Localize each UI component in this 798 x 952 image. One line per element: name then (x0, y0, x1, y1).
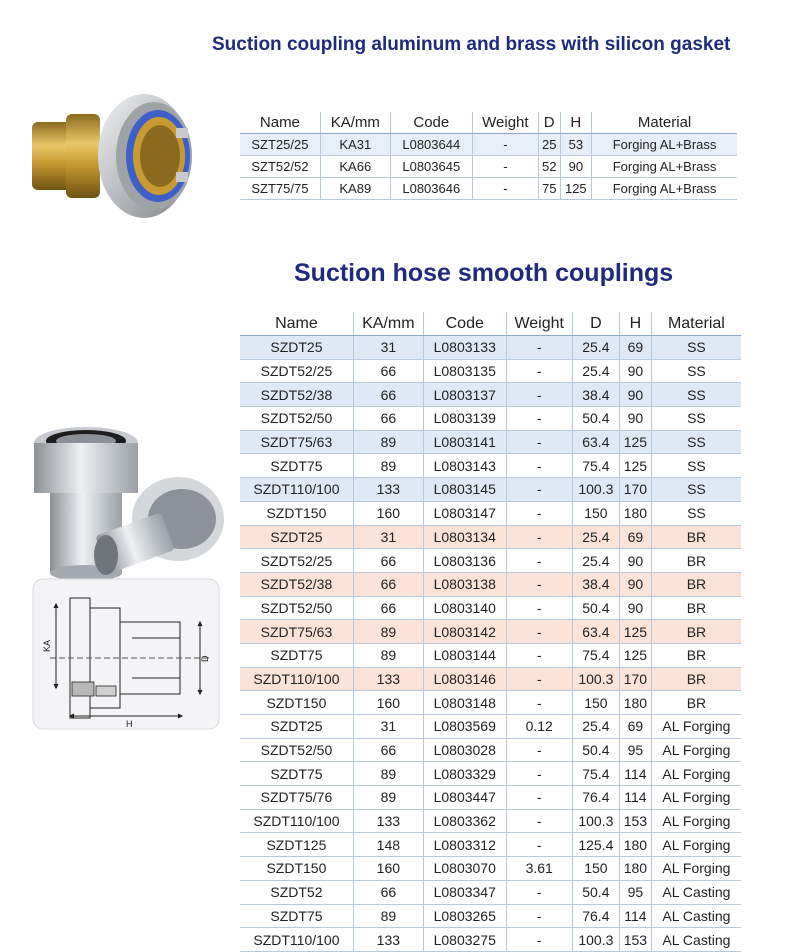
table-cell: SZDT150 (240, 691, 353, 715)
table-cell: SZDT75/63 (240, 620, 353, 644)
table-cell: - (506, 928, 572, 952)
table-cell: KA89 (320, 178, 390, 200)
table-cell: 90 (619, 549, 651, 573)
smooth-coupling-table (240, 312, 741, 952)
table-cell: 69 (619, 336, 651, 360)
table-cell: KA31 (320, 134, 390, 156)
table-cell: 50.4 (572, 596, 619, 620)
table-cell: SZDT110/100 (240, 809, 353, 833)
table-row (240, 833, 741, 857)
section1-title: Suction coupling aluminum and brass with silicon gasket (212, 34, 731, 55)
table-row (240, 359, 741, 383)
table-cell: 31 (353, 336, 423, 360)
table-cell: SZT25/25 (240, 134, 320, 156)
table-cell: L0803645 (390, 156, 472, 178)
table-cell: L0803137 (423, 383, 506, 407)
dim-label-ka: KA (42, 639, 52, 652)
table-cell: L0803447 (423, 786, 506, 810)
table-cell: 76.4 (572, 786, 619, 810)
table-cell: SZDT110/100 (240, 667, 353, 691)
table-cell: 180 (619, 857, 651, 881)
table-cell: SZDT25 (240, 715, 353, 739)
table-cell: 89 (353, 620, 423, 644)
table-row (240, 383, 741, 407)
column-header: H (560, 112, 592, 134)
table-cell: SZDT52 (240, 880, 353, 904)
table-cell: 153 (619, 809, 651, 833)
table-cell: AL Forging (651, 809, 741, 833)
section2-title: Suction hose smooth couplings (294, 259, 674, 287)
table-body (240, 134, 737, 200)
table-cell: 66 (353, 383, 423, 407)
table-cell: 150 (572, 857, 619, 881)
table-cell: AL Casting (651, 880, 741, 904)
table-cell: 66 (353, 359, 423, 383)
table-cell: L0803135 (423, 359, 506, 383)
table-cell: 25 (538, 134, 560, 156)
table-cell: - (506, 809, 572, 833)
table-cell: 89 (353, 643, 423, 667)
dim-label-d: D (200, 655, 210, 662)
table-cell: L0803143 (423, 454, 506, 478)
table-cell: SS (651, 430, 741, 454)
table-cell: - (506, 691, 572, 715)
table-cell: SZDT52/38 (240, 383, 353, 407)
table-row (240, 407, 741, 431)
table-cell: L0803141 (423, 430, 506, 454)
table-cell: AL Forging (651, 786, 741, 810)
table-cell: - (506, 407, 572, 431)
table-row (240, 134, 737, 156)
table-row (240, 857, 741, 881)
table-cell: SS (651, 359, 741, 383)
table-row (240, 454, 741, 478)
table-cell: 53 (560, 134, 592, 156)
table-cell: 95 (619, 880, 651, 904)
table-cell: 160 (353, 857, 423, 881)
column-header: Weight (472, 112, 538, 134)
table-cell: L0803134 (423, 525, 506, 549)
table-cell: 89 (353, 762, 423, 786)
table-cell: SZDT52/50 (240, 596, 353, 620)
table-cell: L0803329 (423, 762, 506, 786)
table-cell: SZDT75/63 (240, 430, 353, 454)
table-cell: 148 (353, 833, 423, 857)
table-cell: 133 (353, 478, 423, 502)
table-cell: 89 (353, 454, 423, 478)
table-cell: - (506, 454, 572, 478)
table-cell: 133 (353, 809, 423, 833)
column-header: Code (423, 312, 506, 336)
table-cell: - (506, 643, 572, 667)
table-cell: 153 (619, 928, 651, 952)
table-cell: - (506, 667, 572, 691)
table-cell: L0803140 (423, 596, 506, 620)
table-cell: - (506, 572, 572, 596)
technical-drawing (32, 578, 220, 730)
table-cell: 125 (560, 178, 592, 200)
table-cell: SS (651, 501, 741, 525)
table-cell: - (506, 620, 572, 644)
table-cell: 63.4 (572, 620, 619, 644)
table-cell: 90 (619, 359, 651, 383)
table-cell: 180 (619, 833, 651, 857)
table-cell: 125 (619, 454, 651, 478)
table-cell: BR (651, 643, 741, 667)
table-cell: 25.4 (572, 336, 619, 360)
table-row (240, 904, 741, 928)
table-cell: L0803147 (423, 501, 506, 525)
table-cell: Forging AL+Brass (592, 178, 737, 200)
column-header: Weight (506, 312, 572, 336)
table-row (240, 928, 741, 952)
table-cell: - (506, 525, 572, 549)
table-cell: - (506, 880, 572, 904)
table-cell: L0803139 (423, 407, 506, 431)
table-cell: - (472, 156, 538, 178)
table-cell: 100.3 (572, 928, 619, 952)
table-cell: SS (651, 407, 741, 431)
table-row (240, 786, 741, 810)
table-cell: 75 (538, 178, 560, 200)
table-cell: - (472, 134, 538, 156)
table-cell: BR (651, 691, 741, 715)
table-row (240, 620, 741, 644)
table-cell: SZDT75 (240, 454, 353, 478)
table-cell: 38.4 (572, 383, 619, 407)
table-cell: L0803133 (423, 336, 506, 360)
table-row (240, 572, 741, 596)
table-cell: L0803362 (423, 809, 506, 833)
table-cell: 133 (353, 928, 423, 952)
dim-label-h: H (126, 719, 133, 729)
table-cell: 125.4 (572, 833, 619, 857)
table-cell: - (506, 430, 572, 454)
table-cell: 75.4 (572, 643, 619, 667)
table-cell: 52 (538, 156, 560, 178)
table-cell: L0803148 (423, 691, 506, 715)
table-cell: 38.4 (572, 572, 619, 596)
table-row (240, 762, 741, 786)
table-row (240, 809, 741, 833)
table-cell: 90 (619, 407, 651, 431)
table-cell: 180 (619, 501, 651, 525)
table-cell: - (506, 383, 572, 407)
table-cell: 25.4 (572, 359, 619, 383)
table-cell: 90 (619, 572, 651, 596)
table-cell: - (506, 478, 572, 502)
table-cell: 150 (572, 501, 619, 525)
table-cell: Forging AL+Brass (592, 156, 737, 178)
column-header: D (538, 112, 560, 134)
table-cell: SZDT75 (240, 643, 353, 667)
table-cell: 75.4 (572, 454, 619, 478)
table-row (240, 715, 741, 739)
table-row (240, 738, 741, 762)
table-cell: 66 (353, 738, 423, 762)
table-cell: L0803138 (423, 572, 506, 596)
table-cell: 100.3 (572, 809, 619, 833)
table-cell: AL Forging (651, 857, 741, 881)
table-cell: 150 (572, 691, 619, 715)
table-row (240, 596, 741, 620)
table-cell: 25.4 (572, 549, 619, 573)
table-row (240, 667, 741, 691)
table-row (240, 691, 741, 715)
table-cell: SS (651, 454, 741, 478)
table-cell: L0803347 (423, 880, 506, 904)
table-cell: 75.4 (572, 762, 619, 786)
table-cell: L0803144 (423, 643, 506, 667)
table-cell: 76.4 (572, 904, 619, 928)
table-cell: 0.12 (506, 715, 572, 739)
table-cell: 89 (353, 904, 423, 928)
table-cell: L0803275 (423, 928, 506, 952)
suction-coupling-table (240, 112, 737, 200)
table-cell: 50.4 (572, 407, 619, 431)
table-row (240, 430, 741, 454)
table-cell: 125 (619, 643, 651, 667)
table-cell: AL Forging (651, 762, 741, 786)
table-cell: - (506, 786, 572, 810)
table-cell: L0803646 (390, 178, 472, 200)
table-cell: 160 (353, 501, 423, 525)
table-cell: 66 (353, 596, 423, 620)
table-cell: L0803070 (423, 857, 506, 881)
table-cell: 25.4 (572, 525, 619, 549)
table-cell: - (506, 549, 572, 573)
table-cell: 63.4 (572, 430, 619, 454)
table-cell: - (506, 762, 572, 786)
table-cell: 125 (619, 430, 651, 454)
table-cell: BR (651, 525, 741, 549)
table-cell: L0803569 (423, 715, 506, 739)
table-cell: 69 (619, 525, 651, 549)
table-cell: SZDT75 (240, 904, 353, 928)
table-cell: L0803146 (423, 667, 506, 691)
table-cell: 180 (619, 691, 651, 715)
table-cell: AL Forging (651, 833, 741, 857)
table-cell: 3.61 (506, 857, 572, 881)
table-cell: BR (651, 596, 741, 620)
table-cell: L0803265 (423, 904, 506, 928)
table-cell: L0803312 (423, 833, 506, 857)
column-header: Name (240, 312, 353, 336)
table-cell: 90 (619, 596, 651, 620)
table-cell: 25.4 (572, 715, 619, 739)
table-cell: BR (651, 572, 741, 596)
table-cell: BR (651, 620, 741, 644)
table-cell: - (506, 738, 572, 762)
table-cell: 66 (353, 549, 423, 573)
table-cell: BR (651, 667, 741, 691)
table-cell: 31 (353, 525, 423, 549)
table-cell: SZDT150 (240, 501, 353, 525)
table-cell: AL Casting (651, 928, 741, 952)
table-cell: SZT52/52 (240, 156, 320, 178)
table-cell: SZDT125 (240, 833, 353, 857)
table-cell: - (506, 833, 572, 857)
table-cell: - (506, 336, 572, 360)
table-cell: SS (651, 478, 741, 502)
table-cell: SS (651, 383, 741, 407)
table-cell: SZDT110/100 (240, 478, 353, 502)
table-cell: 90 (560, 156, 592, 178)
table-cell: 95 (619, 738, 651, 762)
table-row (240, 178, 737, 200)
table-cell: SZDT25 (240, 336, 353, 360)
table-cell: SZDT52/25 (240, 359, 353, 383)
table-cell: 89 (353, 430, 423, 454)
table-cell: L0803142 (423, 620, 506, 644)
column-header: KA/mm (320, 112, 390, 134)
table-row (240, 525, 741, 549)
table-cell: SZDT52/50 (240, 407, 353, 431)
column-header: Material (592, 112, 737, 134)
table-cell: - (506, 501, 572, 525)
table-cell: 89 (353, 786, 423, 810)
table-cell: 170 (619, 667, 651, 691)
table-header-row (240, 112, 737, 134)
table-cell: 100.3 (572, 478, 619, 502)
table-cell: 90 (619, 383, 651, 407)
table-cell: KA66 (320, 156, 390, 178)
table-row (240, 643, 741, 667)
column-header: KA/mm (353, 312, 423, 336)
column-header: Code (390, 112, 472, 134)
table-cell: 114 (619, 762, 651, 786)
table-cell: 66 (353, 880, 423, 904)
table-cell: SZDT52/38 (240, 572, 353, 596)
column-header: Material (651, 312, 741, 336)
table-cell: - (472, 178, 538, 200)
table-row (240, 156, 737, 178)
table-cell: 50.4 (572, 738, 619, 762)
table-header-row (240, 312, 741, 336)
table-cell: L0803644 (390, 134, 472, 156)
table-cell: SZDT25 (240, 525, 353, 549)
table-cell: BR (651, 549, 741, 573)
aluminum-brass-coupling-image (26, 80, 226, 230)
table-row (240, 336, 741, 360)
column-header: Name (240, 112, 320, 134)
table-cell: AL Forging (651, 738, 741, 762)
table-body (240, 336, 741, 952)
table-cell: 100.3 (572, 667, 619, 691)
table-cell: SZDT75 (240, 762, 353, 786)
table-cell: SZDT75/76 (240, 786, 353, 810)
table-cell: - (506, 596, 572, 620)
table-row (240, 549, 741, 573)
table-cell: SZDT52/25 (240, 549, 353, 573)
table-cell: AL Forging (651, 715, 741, 739)
table-cell: SZDT52/50 (240, 738, 353, 762)
column-header: H (619, 312, 651, 336)
table-cell: 160 (353, 691, 423, 715)
table-cell: - (506, 904, 572, 928)
table-cell: 114 (619, 904, 651, 928)
table-cell: 66 (353, 572, 423, 596)
column-header: D (572, 312, 619, 336)
table-row (240, 478, 741, 502)
table-row (240, 501, 741, 525)
table-cell: SZDT150 (240, 857, 353, 881)
table-row (240, 880, 741, 904)
table-cell: 125 (619, 620, 651, 644)
table-cell: 114 (619, 786, 651, 810)
table-cell: 50.4 (572, 880, 619, 904)
table-cell: L0803028 (423, 738, 506, 762)
table-cell: 69 (619, 715, 651, 739)
table-cell: - (506, 359, 572, 383)
table-cell: SS (651, 336, 741, 360)
table-cell: SZT75/75 (240, 178, 320, 200)
smooth-coupling-image (28, 415, 238, 590)
table-cell: SZDT110/100 (240, 928, 353, 952)
table-cell: AL Casting (651, 904, 741, 928)
table-cell: Forging AL+Brass (592, 134, 737, 156)
table-cell: L0803145 (423, 478, 506, 502)
table-cell: 170 (619, 478, 651, 502)
table-cell: 133 (353, 667, 423, 691)
table-cell: 66 (353, 407, 423, 431)
table-cell: L0803136 (423, 549, 506, 573)
table-cell: 31 (353, 715, 423, 739)
